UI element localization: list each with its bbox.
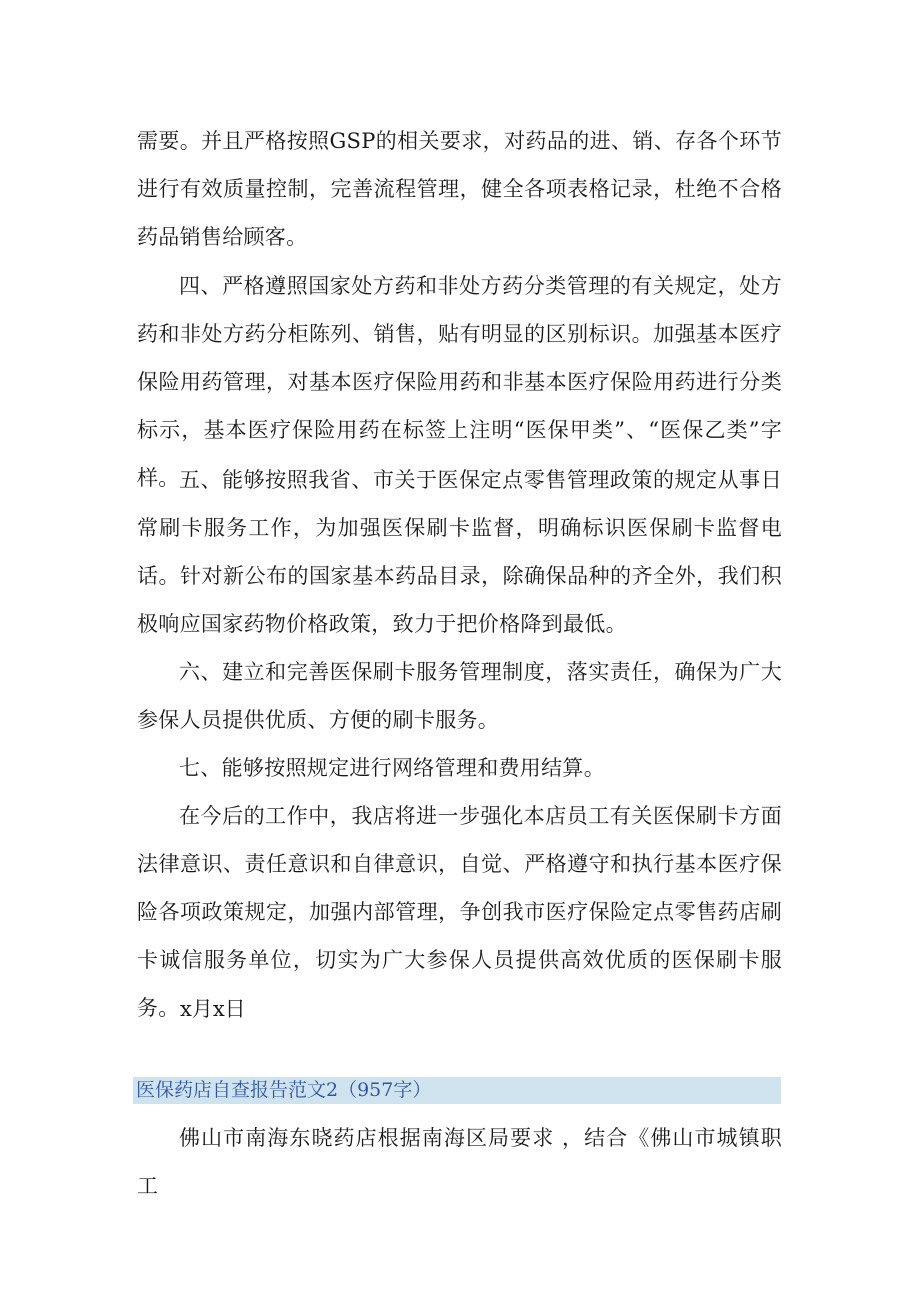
paragraph-item-five: 五、能够按照我省、市关于医保定点零售管理政策的规定从事日常刷卡服务工作，为加强医保刷卡监督，明确标识医保刷卡监督电话。针对新公布的国家基本药品目录，除确保品种的齐全外，我们积极响应国家药物价格政策，致力于把价格降到最低。: [137, 468, 782, 636]
paragraph-item-four: 四、严格遵照国家处方药和非处方药分类管理的有关规定，处方药和非处方药分柜陈列、销售，贴有明显的区别标识。加强基本医疗保险用药管理，对基本医疗保险用药和非基本医疗保险用药进行分类标示，基本医疗保险用药在标签上注明“医保甲类”、“医保乙类”字样。: [137, 274, 782, 490]
date-line: x月x日: [180, 997, 246, 1021]
paragraph-continuation: 需要。并且严格按照GSP的相关要求，对药品的进、销、存各个环节进行有效质量控制，完善流程管理，健全各项表格记录，杜绝不合格药品销售给顾客。: [137, 129, 782, 249]
paragraph-conclusion: 在今后的工作中，我店将进一步强化本店员工有关医保刷卡方面法律意识、责任意识和自律意识，自觉、严格遵守和执行基本医疗保险各项政策规定，加强内部管理，争创我市医疗保险定点零售药店刷卡诚信服务单位，切实为广大参保人员提供高效优质的医保刷卡服务。: [137, 804, 782, 1020]
paragraph-next-section: 佛山市南海东晓药店根据南海区局要求 ，结合《佛山市城镇职工: [137, 1126, 782, 1198]
paragraph-item-six: 六、建立和完善医保刷卡服务管理制度，落实责任，确保为广大参保人员提供优质、方便的刷卡服务。: [137, 660, 782, 732]
paragraph-item-seven: 七、能够按照规定进行网络管理和费用结算。: [179, 756, 605, 780]
section-heading: 医保药店自查报告范文2（957字）: [133, 1077, 781, 1104]
